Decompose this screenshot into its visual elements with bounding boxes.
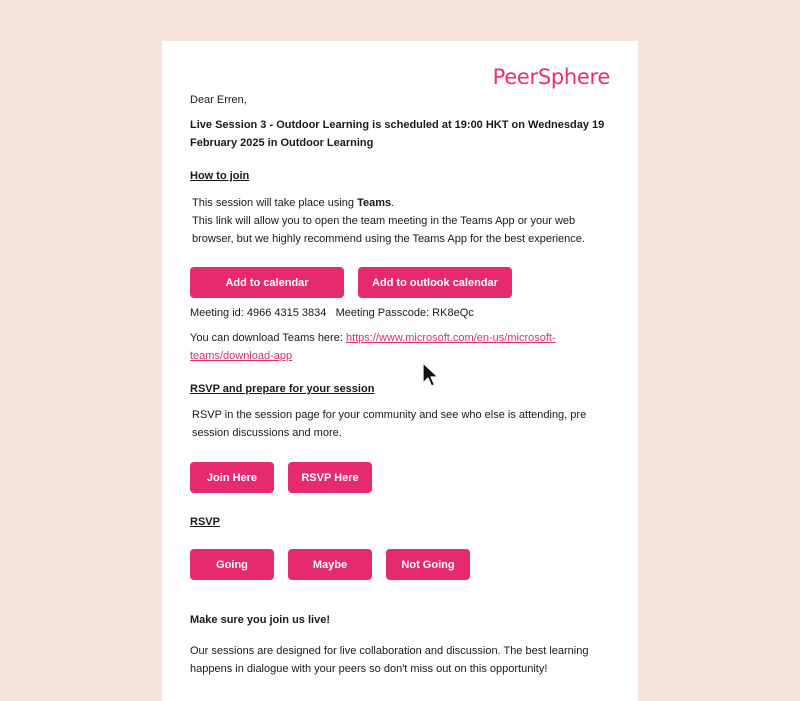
join-live-description: Our sessions are designed for live collaboration and discussion. The best learning happens in dialogue with your peers so don't miss out on this opportunity! xyxy=(190,645,589,675)
download-teams-text xyxy=(190,330,590,365)
meeting-passcode: Meeting Passcode: RK8eQc xyxy=(335,307,474,319)
how-to-join-heading: How to join xyxy=(190,170,250,182)
join-here-button[interactable]: Join Here xyxy=(190,462,274,493)
add-to-calendar-button[interactable]: Add to calendar xyxy=(190,267,344,298)
platform-name: Teams xyxy=(357,197,392,209)
rsvp-heading: RSVP xyxy=(190,516,220,528)
download-teams-link[interactable]: https://www.microsoft.com/en-us/microsoft-teams/download-app xyxy=(190,332,556,362)
rsvp-prepare-description: RSVP in the session page for your community and see who else is attending, pre session discussions and more. xyxy=(192,409,587,439)
add-to-outlook-calendar-button[interactable]: Add to outlook calendar xyxy=(358,267,512,298)
platform-prefix: This session will take place using xyxy=(192,197,358,209)
not-going-button[interactable]: Not Going xyxy=(386,549,470,580)
maybe-button[interactable]: Maybe xyxy=(288,549,372,580)
going-button[interactable]: Going xyxy=(190,549,274,580)
session-headline: Live Session 3 - Outdoor Learning is scheduled at 19:00 HKT on Wednesday 19 February 2025 in Outdoor Learning xyxy=(190,119,605,149)
rsvp-prepare-heading: RSVP and prepare for your session xyxy=(190,383,375,395)
platform-suffix: . xyxy=(391,197,395,209)
peersphere-logo: PeerSphere xyxy=(492,65,610,89)
email-card xyxy=(162,41,638,701)
join-live-heading: Make sure you join us live! xyxy=(190,614,330,626)
rsvp-here-button[interactable]: RSVP Here xyxy=(288,462,372,493)
meeting-details xyxy=(190,305,610,323)
download-prefix: You can download Teams here: xyxy=(190,332,346,344)
join-description: This link will allow you to open the team meeting in the Teams App or your web browser, but we highly recommend using the Teams App for the best experience. xyxy=(192,215,585,245)
platform-text xyxy=(192,195,612,213)
mouse-pointer-icon xyxy=(422,362,440,388)
greeting: Dear Erren, xyxy=(190,94,247,106)
meeting-id: Meeting id: 4966 4315 3834 xyxy=(190,307,327,319)
